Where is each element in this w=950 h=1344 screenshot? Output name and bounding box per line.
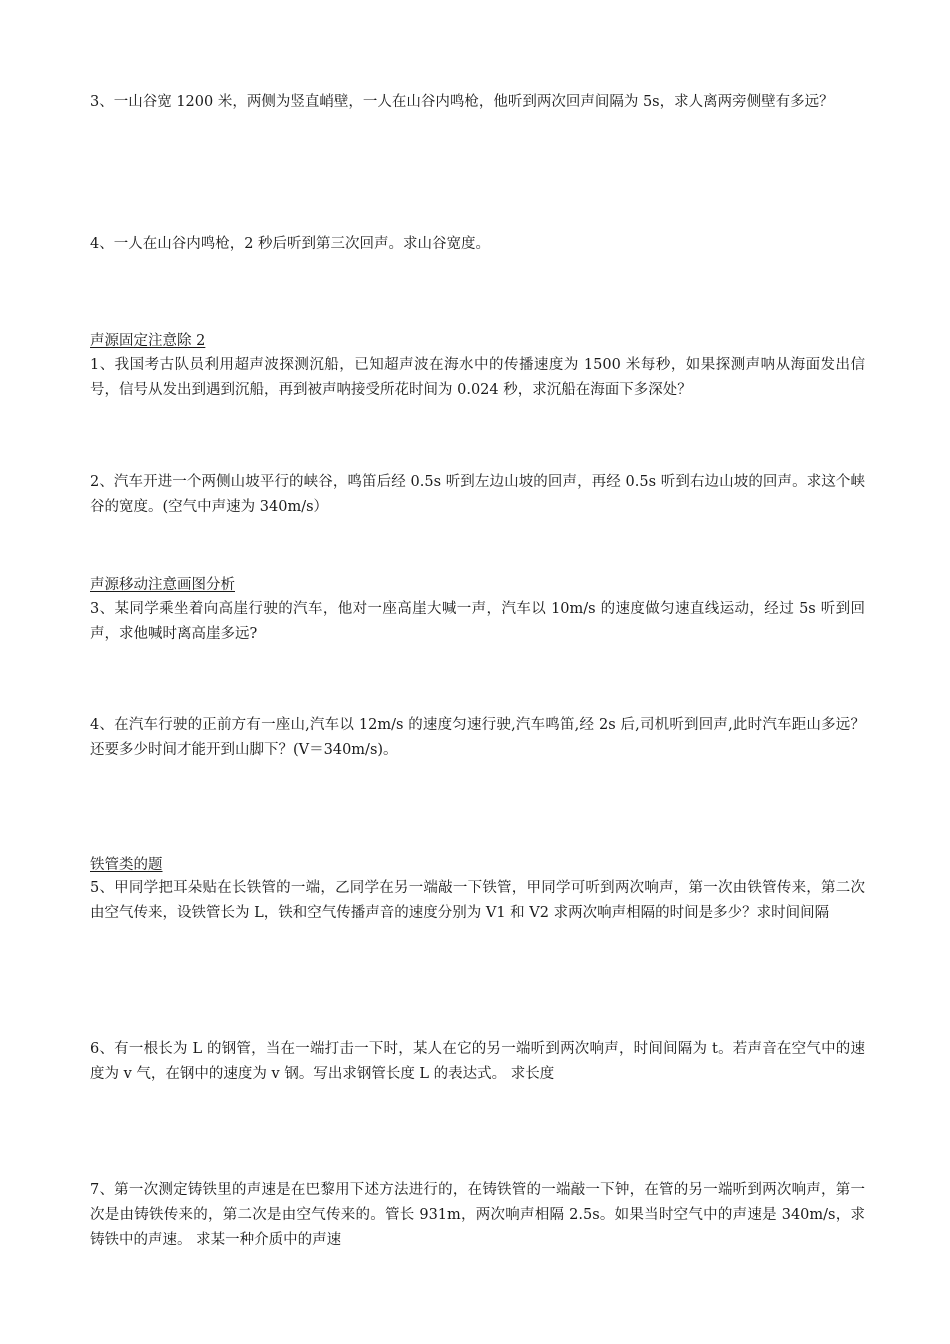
problem-2-canyon-width: 2、汽车开进一个两侧山坡平行的峡谷，鸣笛后经 0.5s 听到左边山坡的回声，再经 0.5s 听到右边山坡的回声。求这个峡谷的宽度。(空气中声速为 340m/s） bbox=[90, 474, 865, 515]
problem-5-iron-pipe-interval: 5、甲同学把耳朵贴在长铁管的一端，乙同学在另一端敲一下铁管，甲同学可听到两次响声，第一次由铁管传来，第二次由空气传来，设铁管长为 L，铁和空气传播声音的速度分别为 V1 和 V2 求两次响声相隔的时间是多少？求时间间隔 bbox=[90, 880, 865, 921]
problem-3-valley-echo: 3、一山谷宽 1200 米，两侧为竖直峭壁，一人在山谷内鸣枪，他听到两次回声间隔为 5s，求人离两旁侧壁有多远？ bbox=[90, 94, 834, 110]
problem-6-steel-pipe-length: 6、有一根长为 L 的钢管，当在一端打击一下时，某人在它的另一端听到两次响声，时间间隔为 t。若声音在空气中的速度为 v 气，在钢中的速度为 v 钢。写出求钢管长度 L 的表达式。 求长度 bbox=[90, 1041, 865, 1082]
problem-7-cast-iron-speed: 7、第一次测定铸铁里的声速是在巴黎用下述方法进行的，在铸铁管的一端敲一下钟，在管的另一端听到两次响声，第一次是由铸铁传来的，第二次是由空气传来的。管长 931m，两次响声相隔 2.5s。如果当时空气中的声速是 340m/s，求铸铁中的声速。 求某一种介质中的声速 bbox=[90, 1182, 865, 1248]
section-heading-iron-pipe: 铁管类的题 bbox=[90, 857, 163, 873]
problem-4-third-echo: 4、一人在山谷内鸣枪，2 秒后听到第三次回声。求山谷宽度。 bbox=[90, 236, 491, 252]
section-heading-moving-source: 声源移动注意画图分析 bbox=[90, 577, 235, 593]
section-heading-fixed-source: 声源固定注意除 2 bbox=[90, 333, 206, 349]
problem-1-sonar: 1、我国考古队员利用超声波探测沉船，已知超声波在海水中的传播速度为 1500 米每秒，如果探测声呐从海面发出信号，信号从发出到遇到沉船，再到被声呐接受所花时间为 0.024 秒，求沉船在海面下多深处？ bbox=[90, 357, 865, 398]
problem-3-cliff-car: 3、某同学乘坐着向高崖行驶的汽车，他对一座高崖大喊一声，汽车以 10m/s 的速度做匀速直线运动，经过 5s 听到回声，求他喊时离高崖多远? bbox=[90, 601, 865, 642]
problem-4-mountain-car: 4、在汽车行驶的正前方有一座山,汽车以 12m/s 的速度匀速行驶,汽车鸣笛,经 2s 后,司机听到回声,此时汽车距山多远？还要多少时间才能开到山脚下？(V＝340m/s)。 bbox=[90, 717, 865, 758]
